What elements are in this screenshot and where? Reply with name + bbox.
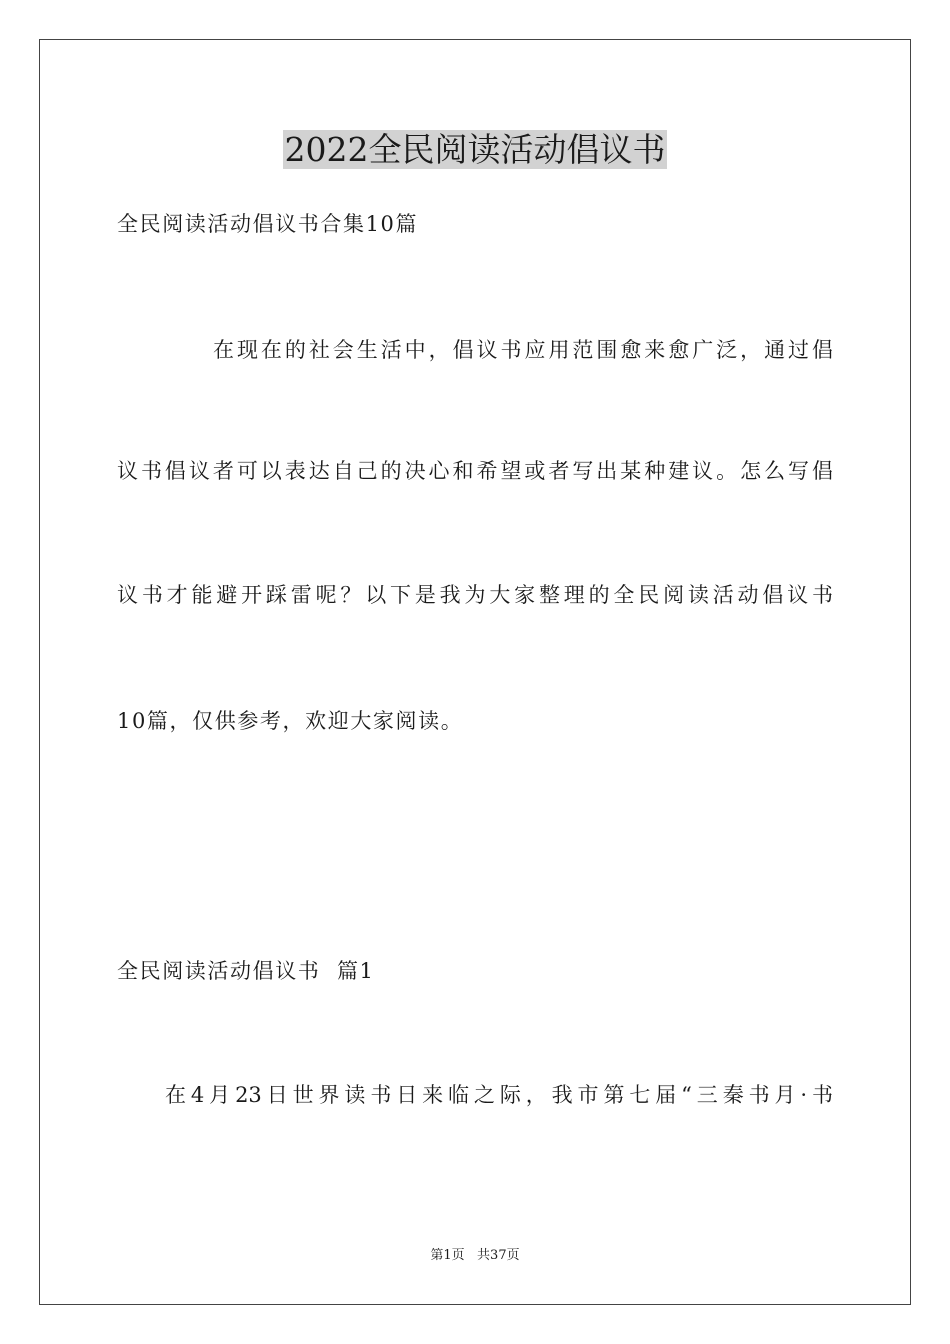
intro-line-3: 议书才能避开踩雷呢？以下是我为大家整理的全民阅读活动倡议书: [117, 583, 833, 607]
section-heading: 全民阅读活动倡议书 篇1: [117, 959, 375, 983]
document-title: [0, 128, 950, 172]
collection-subtitle: 全民阅读活动倡议书合集10篇: [117, 212, 419, 236]
intro-line-2: 议书倡议者可以表达自己的决心和希望或者写出某种建议。怎么写倡: [117, 459, 833, 483]
section-paragraph-line-1: 在4月23日世界读书日来临之际，我市第七届“三秦书月·书: [165, 1083, 833, 1107]
intro-line-1: 在现在的社会生活中，倡议书应用范围愈来愈广泛，通过倡: [213, 338, 833, 362]
intro-line-4: 10篇，仅供参考，欢迎大家阅读。: [117, 709, 464, 733]
page-footer: 第1页 共37页: [430, 1248, 520, 1263]
title-highlight: 2022全民阅读活动倡议书: [284, 130, 666, 169]
